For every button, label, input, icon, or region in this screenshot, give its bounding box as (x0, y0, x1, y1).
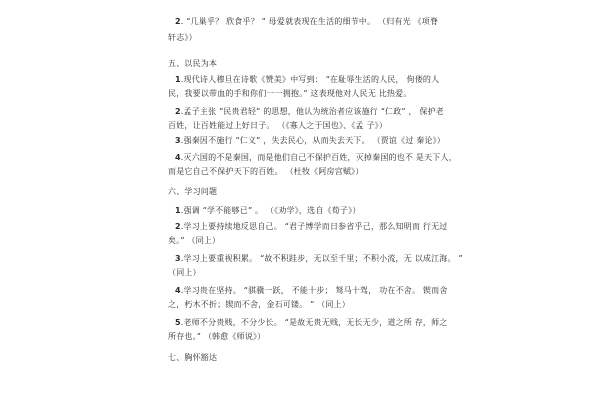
item-s5-1-line2: 民，我要以带血的手和你们一一拥抱。” 这表现他对人民无 比热爱。 (168, 89, 412, 98)
item-s6-1-line1 (175, 205, 361, 216)
item-s5-4-line2: 而是它自己不保护天下的百姓。 （杜牧《阿房宫赋》） (168, 167, 364, 176)
item-s6-2-line2: 矣。” （同上） (168, 236, 221, 245)
item-text: .灭六国的不是秦国，而是他们自己不保护百姓，灭掉秦国的也不 是天下人， (180, 153, 457, 162)
item-number: 2 (175, 17, 181, 26)
item-text: .强秦因不施行 “仁义” ，失去民心，从而失去天下。 （贾谊《过 秦论》） (180, 136, 446, 145)
item-text: .学习贵在坚持。 “骐骥一跃， 不能十步； 驽马十驾， 功在不舍。 锲而舍 (180, 286, 448, 295)
item-s5-2-line1 (175, 106, 444, 117)
item-s5-2-line2: 百姓，让百姓能过上好日子。 （《寡人之于国也》、《孟 子》） (168, 121, 388, 130)
item-text: .孟子主张 “民贵君轻” 的思想，他认为统治者应该施行 “仁政” ， 保护老 (180, 107, 444, 116)
item-s4-2-line2: 轩志》） (168, 33, 197, 42)
section-heading-5: 五、以民为本 (168, 59, 218, 68)
item-text: .学习上要持续地反思自己。 “君子博学而日参省乎己，那么知明而 行无过 (180, 222, 448, 231)
item-s5-1-line1 (175, 74, 439, 85)
item-number: 5 (175, 318, 181, 327)
item-s6-5-line1 (175, 317, 448, 328)
item-number: 2 (175, 107, 181, 116)
item-s6-4-line1 (175, 285, 448, 296)
item-number: 3 (175, 136, 181, 145)
section-heading-7: 七、胸怀豁达 (168, 353, 218, 362)
item-text: . “几巢乎？ 欣食乎？ ” 母爱就表现在生活的细节中。 （归有光 《项脊 (180, 17, 439, 26)
item-text: .学习上要重视积累。 “故不积跬步，无以至千里；不积小流，无 以成江海。 ” (180, 254, 463, 263)
item-s6-3-line2: （同上） (168, 268, 201, 277)
item-number: 4 (175, 286, 181, 295)
item-number: 4 (175, 153, 181, 162)
item-s5-3-line1 (175, 135, 445, 146)
item-number: 1 (175, 206, 181, 215)
item-s6-4-line2: 之，朽木不折；锲而不舍，金石可镂。 ” （同上） (168, 300, 350, 309)
item-number: 1 (175, 75, 181, 84)
item-s5-4-line1 (175, 152, 457, 163)
item-s6-2-line1 (175, 221, 448, 232)
item-s6-3-line1 (175, 253, 463, 264)
item-text: .现代诗人穆旦在诗歌《赞美》中写到： “在耻辱生活的人民， 佝偻的人 (180, 75, 440, 84)
item-number: 3 (175, 254, 181, 263)
item-s6-5-line2: 所存也。” （韩愈《师说》） (168, 332, 266, 341)
section-heading-6: 六、学习问题 (168, 187, 218, 196)
item-s4-2-line1 (175, 16, 438, 27)
item-number: 2 (175, 222, 181, 231)
item-text: .老师不分贵贱，不分少长。 “是故无贵无贱，无长无少，道之所 存，师之 (180, 318, 448, 327)
item-text: .强调 “学不能够已” 。 （《劝学》，选自《荀子》） (180, 206, 361, 215)
